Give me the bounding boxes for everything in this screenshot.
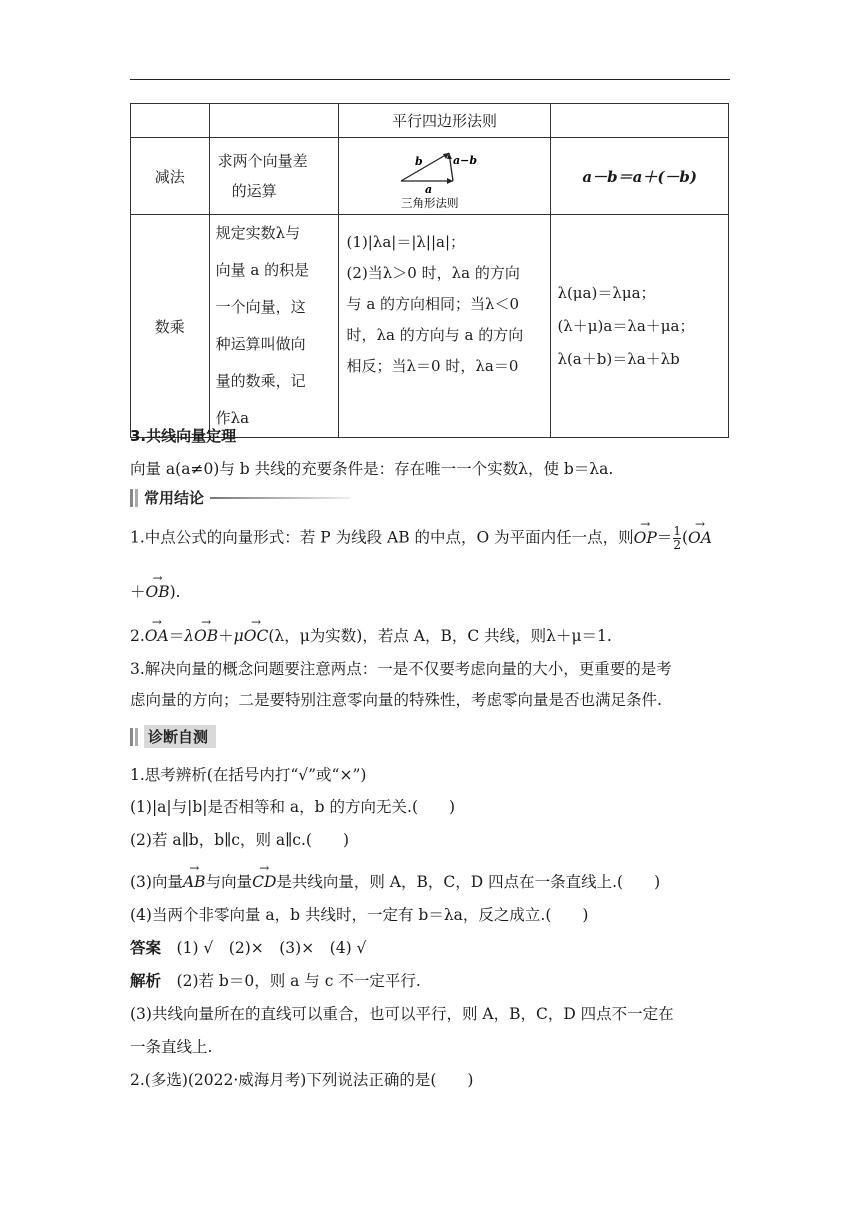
answer-line: 答案 (1) √ (2)× (3)× (4) √ <box>130 939 367 957</box>
triangle-rule-diagram <box>389 141 499 211</box>
question-1-item-4: (4)当两个非零向量 a，b 共线时，一定有 b＝λa，反之成立.( ) <box>130 906 589 924</box>
triangle-rule-caption: 三角形法则 <box>401 196 459 210</box>
subtraction-definition: 求两个向量差 的运算 <box>209 138 338 215</box>
table-row-subtraction <box>131 138 729 215</box>
fraction-one-half: $\frac{1}{2}$ <box>673 524 681 552</box>
question-1-item-1: (1)|a|与|b|是否相等和 a，b 的方向无关.( ) <box>130 798 456 816</box>
table-row <box>131 104 729 138</box>
label-a: a <box>425 183 433 196</box>
conclusion-2: 2.→ OA＝λ→ OB＋μ→ OC(λ，μ为实数)，若点 A，B，C 共线，则λ＋μ＝1. <box>130 624 612 646</box>
section-collinear-theorem-title: 3.共线向量定理 <box>130 427 237 445</box>
vector-operations-table <box>130 103 729 438</box>
label-b: b <box>415 155 424 168</box>
conclusion-1-line1: 1.中点公式的向量形式：若 P 为线段 AB 的中点，O 为平面内任一点，则→ OP＝ $\frac{1}{2}$ (→ OA <box>130 525 712 552</box>
question-1-item-2: (2)若 a∥b，b∥c，则 a∥c.( ) <box>130 831 349 849</box>
collinear-theorem-text: 向量 a(a≠0)与 b 共线的充要条件是：存在唯一一个实数λ，使 b＝λa. <box>130 460 614 478</box>
table-row-scalar <box>131 215 729 438</box>
question-2-title: 2.(多选)(2022·威海月考)下列说法正确的是( ) <box>130 1071 474 1089</box>
conclusion-3-line1: 3.解决向量的概念问题要注意两点：一是不仅要考虑向量的大小，更重要的是考 <box>130 660 672 678</box>
op-subtraction: 减法 <box>131 138 210 215</box>
badge-common-conclusions: 常用结论 <box>130 487 350 508</box>
question-1-title: 1.思考辨析(在括号内打“√”或“×”) <box>130 766 367 784</box>
conclusion-1-line2: ＋→ OB). <box>130 580 181 602</box>
subtraction-law: a－b＝a＋(－b) <box>551 138 729 215</box>
analysis-line: 解析 (2)若 b＝0，则 a 与 c 不一定平行. <box>130 972 421 990</box>
parallelogram-rule-caption: 平行四边形法则 <box>338 104 551 138</box>
analysis-item-3-line2: 一条直线上. <box>130 1038 213 1056</box>
scalar-definition: 规定实数λ与 向量 a 的积是 一个向量，这 种运算叫做向 量的数乘，记 作λa <box>209 215 338 438</box>
badge-diagnostic-test: 诊断自测 <box>130 725 216 748</box>
conclusion-3-line2: 虑向量的方向；二是要特别注意零向量的特殊性，考虑零向量是否也满足条件. <box>130 691 662 709</box>
scalar-geometric-meaning: (1)|λa|＝|λ||a|； (2)当λ＞0 时，λa 的方向 与 a 的方向相同；当λ＜0 时，λa 的方向与 a 的方向 相反；当λ＝0 时，λa＝0 <box>338 215 551 438</box>
triangle-rule-figure <box>338 138 551 215</box>
analysis-item-3-line1: (3)共线向量所在的直线可以重合，也可以平行，则 A，B，C，D 四点不一定在 <box>130 1005 674 1023</box>
op-scalar-multiplication: 数乘 <box>131 215 210 438</box>
header-rule <box>130 79 730 80</box>
label-a-minus-b: a−b <box>453 154 478 167</box>
question-1-item-3: (3)向量→ AB与向量→ CD是共线向量，则 A，B，C，D 四点在一条直线上.( ) <box>130 870 660 892</box>
scalar-laws: λ(μa)＝λμa； (λ＋μ)a＝λa＋μa； λ(a＋b)＝λa＋λb <box>551 215 729 438</box>
